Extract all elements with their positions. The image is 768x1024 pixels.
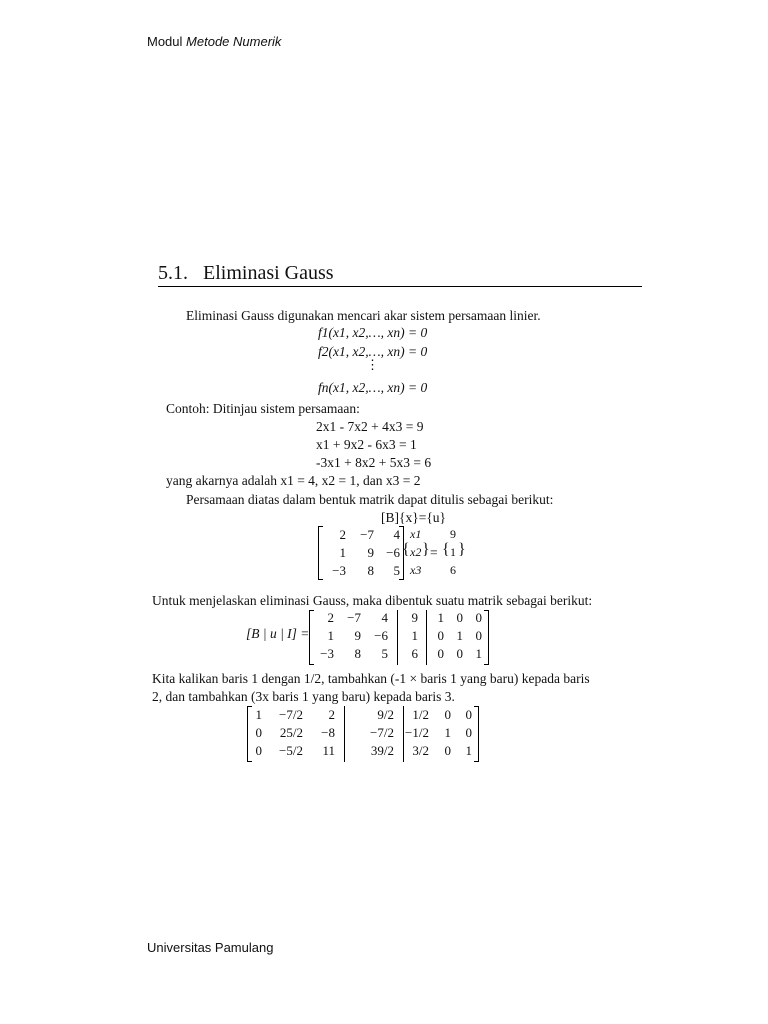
- header-title: Metode Numerik: [186, 34, 282, 49]
- matrix-cell: 0: [456, 646, 463, 661]
- matrix-cell: 0: [437, 646, 444, 661]
- vector-x-1: x1: [410, 527, 422, 541]
- vertical-dots: ⋮: [366, 357, 379, 372]
- general-eq-1: f1(x1, x2,…, xn) = 0: [318, 325, 428, 340]
- matrix-cell: 0: [444, 707, 451, 722]
- matrix-cell: 6: [411, 646, 418, 661]
- matrix-cell: 1: [411, 628, 418, 643]
- matrix-cell: 9/2: [377, 707, 394, 722]
- matrix-cell: 1/2: [412, 707, 429, 722]
- vector-x-3: x3: [410, 563, 422, 577]
- matrix-cell: 0: [255, 725, 262, 740]
- system-eq-1: 2x1 - 7x2 + 4x3 = 9: [316, 419, 424, 434]
- matrix-cell: 1: [444, 725, 451, 740]
- step-text-2: 2, dan tambahkan (3x baris 1 yang baru) kepada baris 3.: [152, 689, 455, 704]
- matrix-equation: [B]{x}={u}: [381, 510, 447, 525]
- matrix-cell: 1: [437, 610, 444, 625]
- matrix-cell: 0: [456, 610, 463, 625]
- matrix-cell: −8: [321, 725, 335, 740]
- matrix-cell: 1: [465, 743, 472, 758]
- page-footer: Universitas Pamulang: [147, 940, 274, 955]
- general-eq-2: f2(x1, x2,…, xn) = 0: [318, 344, 428, 359]
- section-rule: [158, 286, 642, 287]
- matrix-cell: 0: [475, 628, 482, 643]
- matrix-cell: 2: [339, 527, 346, 542]
- matrix-cell: 3/2: [412, 743, 429, 758]
- matrix-cell: 0: [465, 707, 472, 722]
- matrix-cell: 5: [393, 563, 400, 578]
- matrix-cell: 4: [393, 527, 400, 542]
- section-name: Eliminasi Gauss: [203, 262, 334, 284]
- matrix-cell: 11: [322, 743, 335, 758]
- matrix-cell: −3: [332, 563, 346, 578]
- vector-u-2: 1: [450, 545, 456, 559]
- step-text-1: Kita kalikan baris 1 dengan 1/2, tambahkan (-1 × baris 1 yang baru) kepada baris: [152, 671, 590, 686]
- matrix-cell: 1: [456, 628, 463, 643]
- augmented-label: [B | u | I] =: [246, 626, 310, 641]
- matrix-cell: 9: [411, 610, 418, 625]
- matrix-cell: 0: [475, 610, 482, 625]
- matrix-cell: −3: [320, 646, 334, 661]
- matrix-cell: 1: [255, 707, 262, 722]
- intro-text: Eliminasi Gauss digunakan mencari akar sistem persamaan linier.: [186, 308, 541, 323]
- system-eq-3: -3x1 + 8x2 + 5x3 = 6: [316, 455, 432, 470]
- equals-sign: =: [430, 545, 438, 560]
- matrix-cell: 1: [475, 646, 482, 661]
- example-label: Contoh: Ditinjau sistem persamaan:: [166, 401, 360, 416]
- matrix-cell: 2: [328, 707, 335, 722]
- matrix-cell: 2: [327, 610, 334, 625]
- matrix-intro: Persamaan diatas dalam bentuk matrik dapat ditulis sebagai berikut:: [186, 492, 554, 507]
- roots-text: yang akarnya adalah x1 = 4, x2 = 1, dan x3 = 2: [166, 473, 421, 488]
- matrix-cell: 25/2: [279, 725, 303, 740]
- matrix-cell: 0: [465, 725, 472, 740]
- page-header: [147, 34, 281, 49]
- system-eq-2: x1 + 9x2 - 6x3 = 1: [316, 437, 417, 452]
- matrix-cell: 9: [367, 545, 374, 560]
- vector-u-3: 6: [450, 563, 456, 577]
- matrix-cell: −7/2: [370, 725, 394, 740]
- matrix-cell: −7/2: [279, 707, 303, 722]
- matrix-cell: 0: [437, 628, 444, 643]
- matrix-cell: 39/2: [370, 743, 394, 758]
- matrix-cell: 8: [354, 646, 361, 661]
- matrix-cell: 4: [381, 610, 388, 625]
- matrix-cell: 0: [444, 743, 451, 758]
- matrix-cell: 5: [381, 646, 388, 661]
- matrix-cell: 8: [367, 563, 374, 578]
- matrix-cell: −1/2: [405, 725, 429, 740]
- matrix-cell: −7: [360, 527, 374, 542]
- general-eq-n: fn(x1, x2,…, xn) = 0: [318, 380, 428, 395]
- matrix-cell: 1: [339, 545, 346, 560]
- section-title: [158, 262, 334, 285]
- section-number: 5.1.: [158, 262, 188, 284]
- vector-x-2: x2: [410, 545, 422, 559]
- augmented-intro: Untuk menjelaskan eliminasi Gauss, maka dibentuk suatu matrik sebagai berikut:: [152, 593, 593, 608]
- matrix-cell: −5/2: [279, 743, 303, 758]
- matrix-cell: −7: [347, 610, 361, 625]
- matrix-cell: 9: [354, 628, 361, 643]
- header-prefix: Modul: [147, 34, 183, 49]
- matrix-cell: 0: [255, 743, 262, 758]
- matrix-cell: 1: [327, 628, 334, 643]
- matrix-cell: −6: [386, 545, 400, 560]
- matrix-cell: −6: [374, 628, 388, 643]
- vector-u-1: 9: [450, 527, 456, 541]
